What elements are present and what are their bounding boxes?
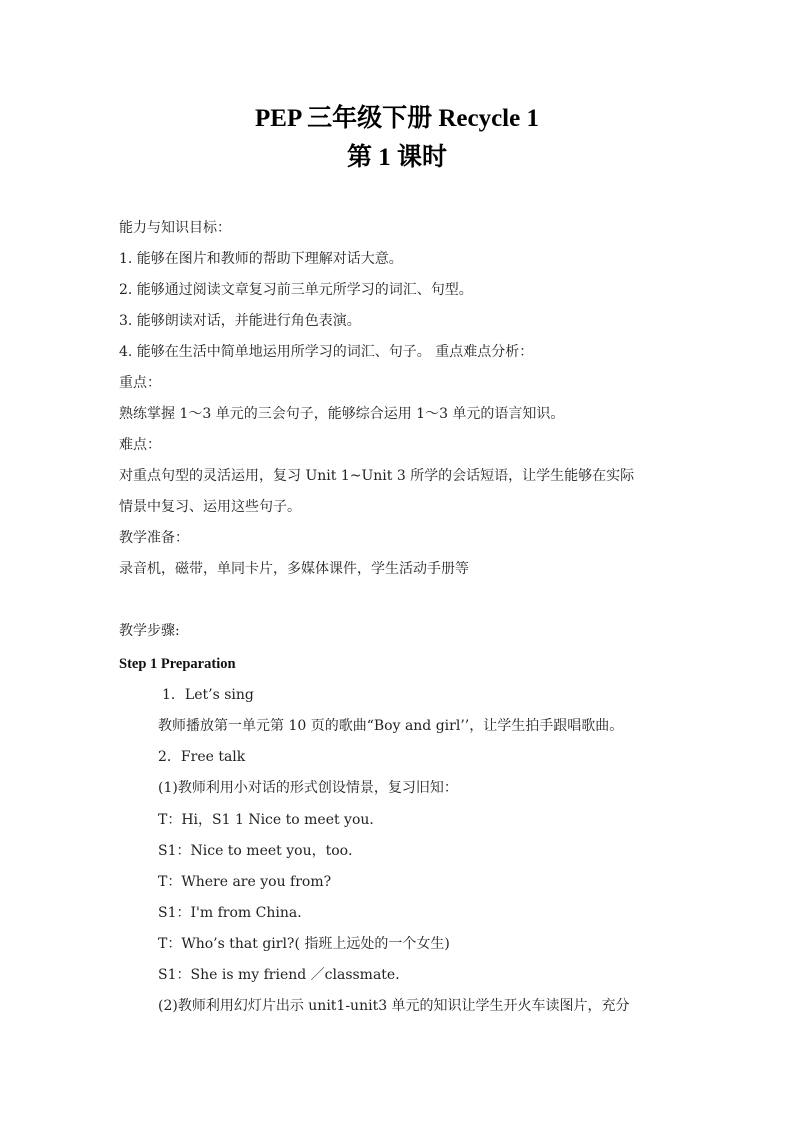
goal-item-3: 3. 能够朗读对话，并能进行角色表演。 [119,313,361,329]
step1-item2-label: 2．Free talk [158,749,246,765]
steps-heading: 教学步骤: [119,623,180,639]
document-subtitle: 第 1 课时 [346,144,447,171]
step1-item2-next: (2)教师利用幻灯片出示 unit1-unit3 单元的知识让学生开火车读图片，充分 [158,998,630,1014]
prep-heading: 教学准备： [119,530,189,546]
difficulty-text-line-1: 对重点句型的灵活运用，复习 Unit 1~Unit 3 所学的会话短语，让学生能够在实际 [119,468,635,484]
dialogue-line-1: T：Hi，S1 1 Nice to meet you． [158,812,384,828]
prep-text: 录音机，磁带，单同卡片，多媒体课件，学生活动手册等 [119,561,469,577]
goal-item-1: 1. 能够在图片和教师的帮助下理解对话大意。 [119,251,403,267]
step1-item2-intro: (1)教师利用小对话的形式创设情景，复习旧知： [158,780,458,796]
step1-item1-label: 1．Let’s sing [162,687,254,703]
goal-item-4: 4. 能够在生活中简单地运用所学习的词汇、句子。 重点难点分析： [119,344,534,360]
dialogue-line-5: T：Who’s that girl?( 指班上远处的一个女生) [158,936,450,952]
key-text: 熟练掌握 1～3 单元的三会句子，能够综合运用 1～3 单元的语言知识。 [119,406,565,422]
difficulty-text-line-2: 情景中复习、运用这些句子。 [119,499,301,515]
document-title: PEP 三年级下册 Recycle 1 [255,105,539,132]
goals-heading: 能力与知识目标： [119,220,231,236]
dialogue-line-4: S1：I'm from China． [158,905,312,921]
key-heading: 重点： [119,375,161,391]
step1-heading: Step 1 Preparation [119,656,236,672]
step1-item1-text: 教师播放第一单元第 10 页的歌曲“Boy and girl’’，让学生拍手跟唱歌曲。 [158,718,624,734]
dialogue-line-2: S1：Nice to meet you，too． [158,843,363,859]
dialogue-line-3: T：Where are you from? [158,874,332,890]
dialogue-line-6: S1：She is my friend ／classmate． [158,967,410,983]
difficulty-heading: 难点： [119,437,161,453]
goal-item-2: 2. 能够通过阅读文章复习前三单元所学习的词汇、句型。 [119,282,473,298]
